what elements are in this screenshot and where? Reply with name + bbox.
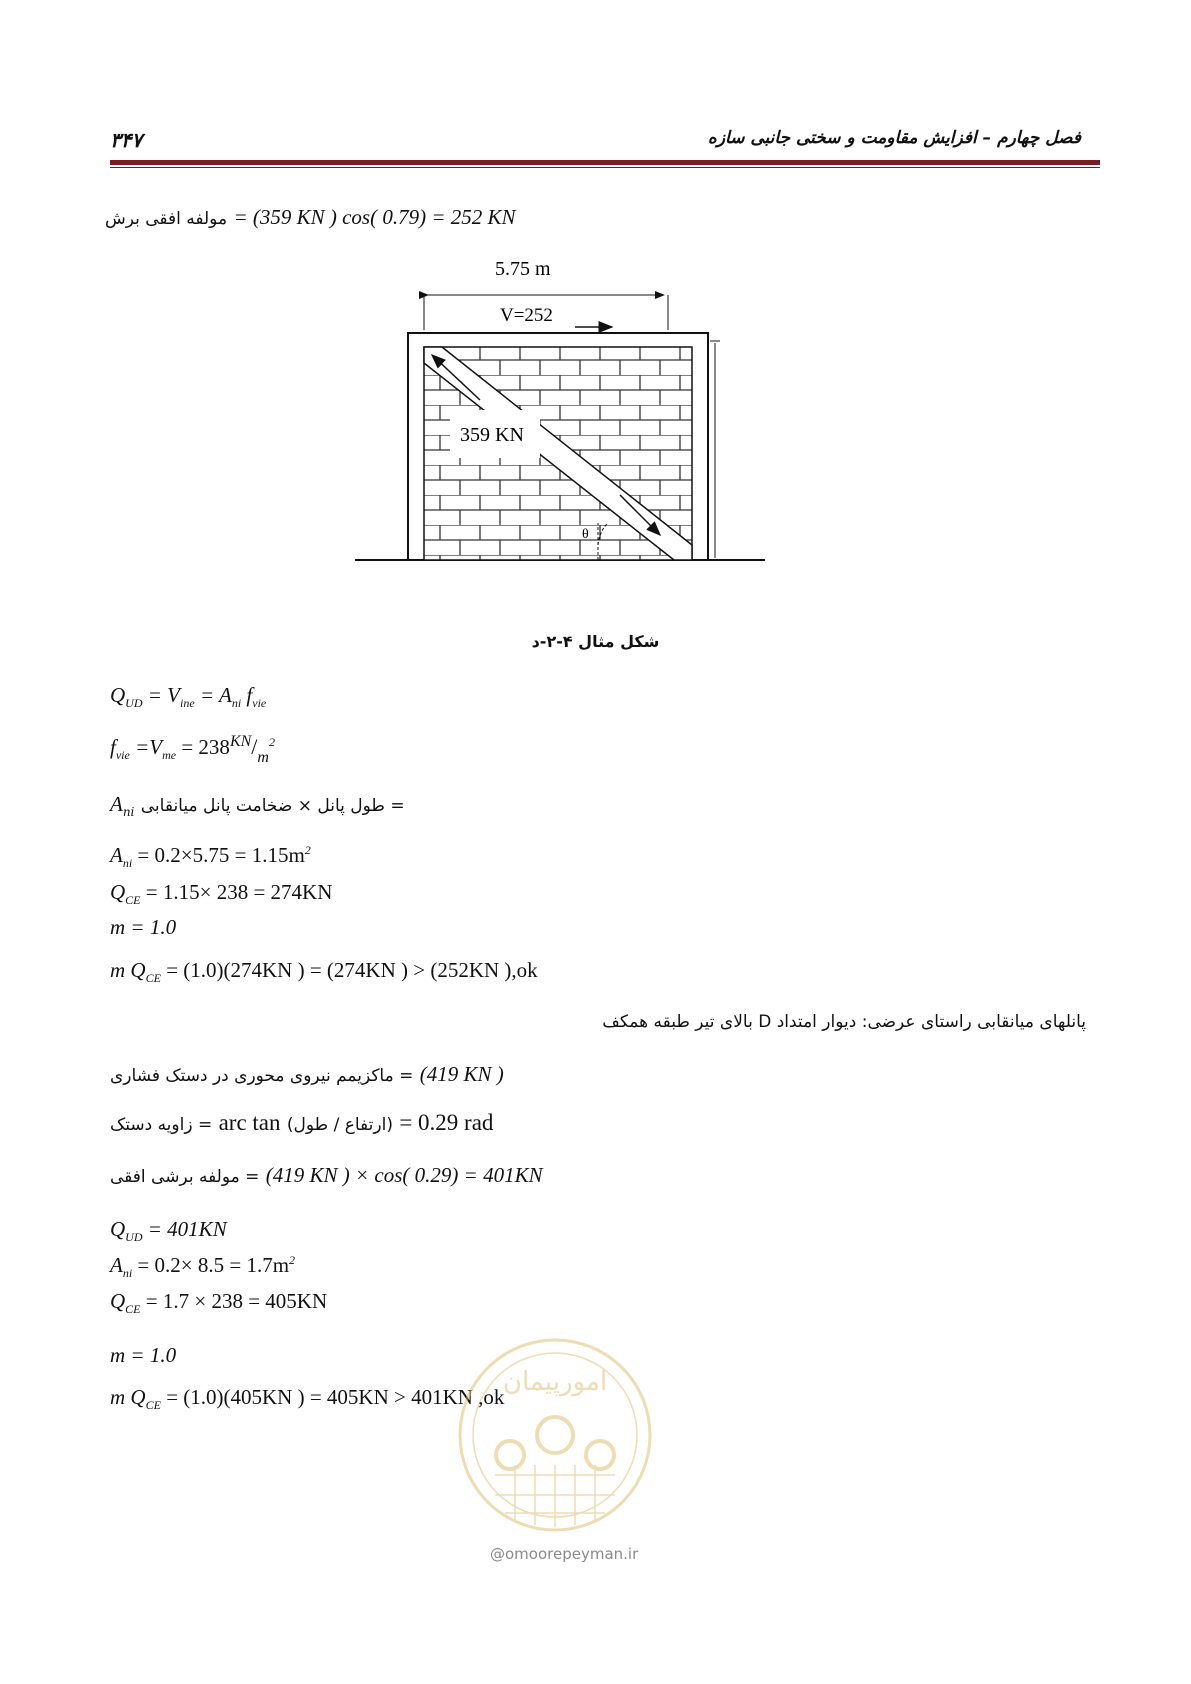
eq-fvie: $f_{vie} =V_{me} = 238^{KN}/_m^2$ <box>110 733 275 766</box>
gear-icon <box>537 1417 573 1453</box>
eq-qce-value: $Q_{CE} = 1.15\times 238 = 274KN$ <box>110 880 333 908</box>
watermark-seal <box>455 1335 655 1535</box>
eq-m-value: m = 1.0 <box>110 915 177 939</box>
shear-label: V=252 <box>500 305 553 326</box>
eq-ani-2: $A_{ni} = 0.2\times 8.5 = 1.7m^2$ <box>110 1253 296 1281</box>
eq-strut-angle: زاویه دستک = arc tan (ارتفاع / طول) = 0.29 rad <box>110 1110 494 1135</box>
eq-ani-definition: $A_{ni}$ طول پانل × ضخامت پانل میانقابی = <box>110 792 405 819</box>
eq-horizontal-shear-2: مولفه برشی افقی = (419 KN ) × cos( 0.29) = 401KN <box>110 1163 543 1187</box>
strut-force-label: 359 KN <box>460 424 524 446</box>
header-rule-thick <box>110 160 1100 165</box>
eq-m-2: m = 1.0 <box>110 1343 177 1367</box>
eq-horizontal-shear <box>105 205 516 230</box>
eq-horizontal-shear-expr: = (359 KN ) cos( 0.79) = 252 KN <box>233 205 516 229</box>
eq-ani-value: $A_{ni} = 0.2\times 5.75 = 1.15m^2$ <box>110 843 311 871</box>
eq-mqce-check: m $Q_{CE} = (1.0)(274KN$ ) = (274KN ) > (252KN ),ok <box>110 958 538 986</box>
gear-icon <box>586 1441 614 1469</box>
figure-caption: شکل مثال ۴-۲-د <box>531 632 660 651</box>
page-number: ۳۴۷ <box>110 128 143 152</box>
eq-horizontal-shear-label: مولفه افقی برش <box>105 209 228 229</box>
eq-max-axial: ماکزیمم نیروی محوری در دستک فشاری = (419 KN ) <box>110 1062 504 1086</box>
gear-icon <box>496 1441 524 1469</box>
eq-qud-2: $Q_{UD} = 401KN$ <box>110 1217 227 1245</box>
section2-heading: پانلهای میانقابی راستای عرضی: دیوار امتداد D بالای تیر طبقه همکف <box>602 1012 1086 1032</box>
chapter-title: فصل چهارم – افزایش مقاومت و سختی جانبی سازه <box>707 128 1081 148</box>
header-rule-thin <box>110 167 1100 168</box>
seal-text: امورپیمان <box>502 1367 608 1397</box>
angle-symbol: θ <box>582 527 589 542</box>
eq-mqce-check-2: m $Q_{CE} = (1.0)(405KN$ ) = 405KN > 401KN ,ok <box>110 1385 505 1413</box>
grid-icon <box>495 1465 615 1527</box>
eq-qud: $Q_{UD} = V_{ine} = A_{ni}$ $f_{vie}$ <box>110 683 267 711</box>
width-label: 5.75 m <box>495 258 551 280</box>
infill-wall-figure <box>350 255 770 575</box>
ani-definition-label: طول پانل × ضخامت پانل میانقابی = <box>140 796 405 816</box>
eq-qce-2: $Q_{CE} = 1.7 \times 238 = 405KN$ <box>110 1289 328 1317</box>
watermark-site: @omoorepeyman.ir <box>490 1545 639 1563</box>
